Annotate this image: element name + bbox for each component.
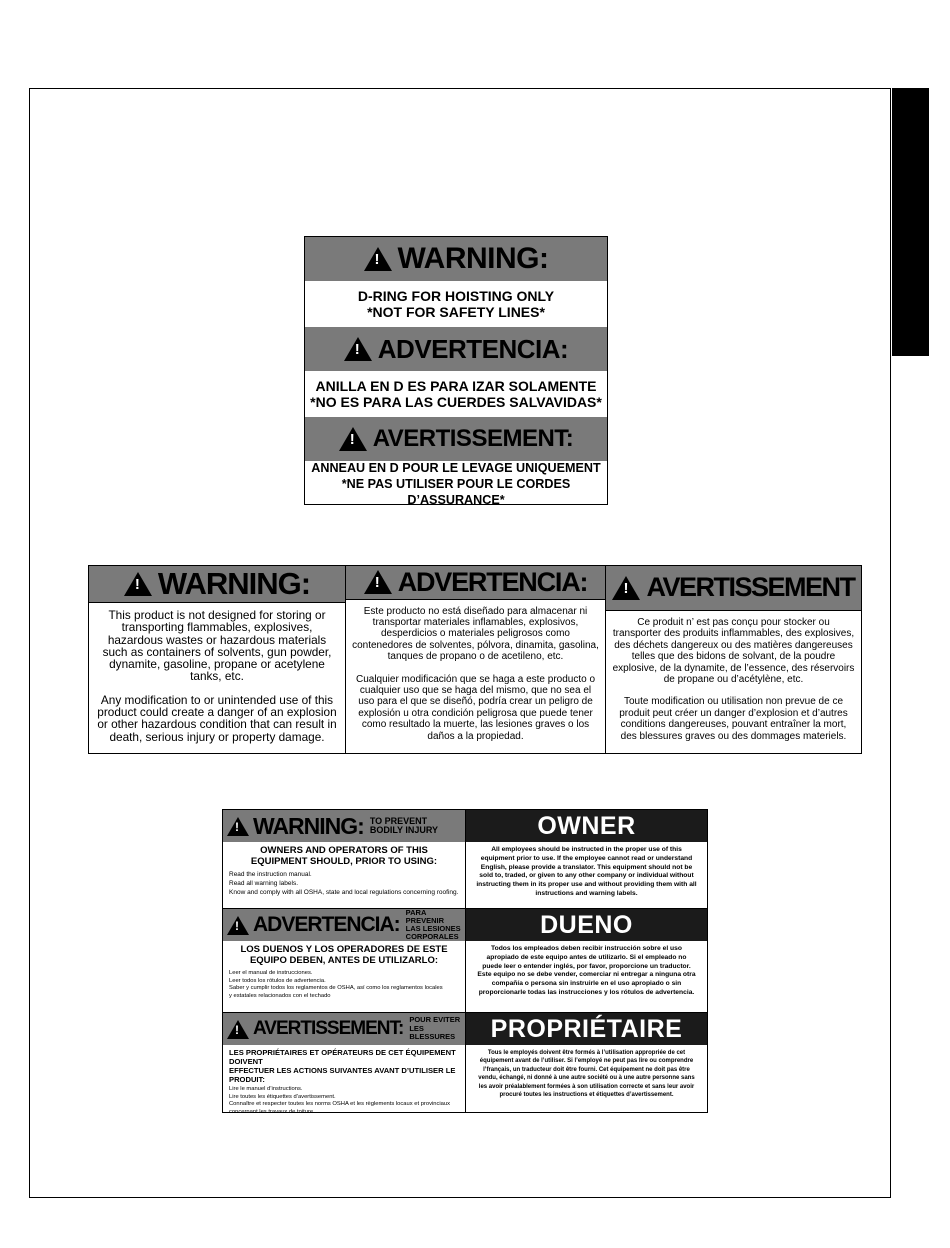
warning-line: D-RING FOR HOISTING ONLY xyxy=(357,288,555,304)
avertissement-text xyxy=(305,461,607,507)
french-text xyxy=(606,611,861,753)
french-instructions xyxy=(223,1045,465,1116)
d-ring-warning-label xyxy=(304,236,608,505)
instruction-line: Read all warning labels. xyxy=(229,879,299,887)
instructions-lead xyxy=(229,944,459,966)
avertissement-title: AVERTISSEMENT: xyxy=(372,425,574,452)
lead-line: LOS DUENOS Y LOS OPERADORES DE ESTE xyxy=(240,944,448,955)
lead-line: LES PROPRIÉTAIRES ET OPÉRATEURS DE CET ÉQUIPEMENT DOIVENT xyxy=(229,1048,456,1066)
advertencia-header xyxy=(223,909,465,941)
advertencia-header xyxy=(346,566,605,600)
instruction-line: Read the instruction manual. xyxy=(229,871,312,878)
owner-title: OWNER xyxy=(466,810,707,842)
french-column xyxy=(606,566,861,753)
french-paragraph-2: Toute modification ou utilisation non prevue de ce produit peut créer un danger d’explosion et d’autres conditions dangereuses, pouvant entraîner la mort, des blessures graves ou des dommages materiels. xyxy=(619,696,848,742)
warning-header xyxy=(89,566,345,603)
warning-title: WARNING: xyxy=(253,812,364,839)
warning-triangle-icon xyxy=(227,1020,249,1039)
note-line: TO PREVENT xyxy=(369,815,428,826)
warning-header xyxy=(223,810,465,842)
french-paragraph-1: Ce produit n’ est pas conçu pour stocker ou transporter des produits inflammables, des explosives, des déchets dangereux ou des matières dangereuses telles que des bidons de solvant, de la poudre explosive, de la dynamite, de l’essence, des réservoirs de propane ou d’acétylène, etc. xyxy=(612,616,855,685)
warning-text xyxy=(305,281,607,327)
owner-text: All employees should be instructed in the proper use of this equipment prior to use. If the employee cannot read or understand English, please provide a translator. This equipment should not be sold to, traded, or given to any other company or individual without instructing them in its proper use and without providing them with all instructions and warning labels. xyxy=(476,846,697,897)
dueno-text: Todos los empleados deben recibir instrucción sobre el uso apropiado de este equipo antes de utilizarlo. Si el empleado no puede leer o entender inglés, por favor, proporcione un traductor. Este equipo no se debe vender, comerciar ni entregar a ninguna otra compañía o persona sin instruirle en el uso apropiado o sin proporcionarle todas las instrucciones y los rótulos de advertencia. xyxy=(477,945,696,996)
warning-title: WARNING: xyxy=(157,566,311,601)
note-line: POUR EVITER xyxy=(409,1015,461,1025)
instruction-line: Know and comply with all OSHA, state and local regulations concerning roofing. xyxy=(229,888,459,896)
warning-title: WARNING: xyxy=(397,242,549,275)
note-line: LAS LESIONES xyxy=(405,924,461,933)
spanish-warning xyxy=(223,909,466,1012)
spanish-text xyxy=(346,600,605,753)
english-column xyxy=(89,566,346,753)
avertissement-note xyxy=(409,1016,465,1042)
warning-triangle-icon xyxy=(344,337,372,361)
instruction-line: Saber y cumplir todos los reglamentos de OSHA, así como los reglamentos locales xyxy=(229,985,443,992)
warning-triangle-icon xyxy=(227,916,249,935)
spanish-owner xyxy=(466,909,707,1012)
avertissement-line: ANNEAU EN D POUR LE LEVAGE UNIQUEMENT xyxy=(311,461,601,475)
instructions-lead xyxy=(229,845,459,867)
french-owner xyxy=(466,1013,707,1113)
avertissement-header xyxy=(606,566,861,611)
warning-line: *NOT FOR SAFETY LINES* xyxy=(367,304,545,320)
warning-triangle-icon xyxy=(339,427,367,451)
hazardous-materials-warning-label xyxy=(88,565,862,754)
advertencia-header xyxy=(305,327,607,371)
instruction-line: Connaître et respecter toutes les norms OSHA et les règlements locaux et provinciaux xyxy=(229,1101,451,1108)
spanish-row xyxy=(223,909,707,1012)
advertencia-note xyxy=(406,909,465,941)
note-line: CORPORALES xyxy=(405,932,459,941)
spanish-paragraph-1: Este producto no está diseñado para almacenar ni transportar materiales inflamables, explosivos, desperdicios o materiales peligrosos como contenedores de solventes, pólvora, dinamita, gasolina, tanques de propano o de acetileno, etc. xyxy=(352,605,599,663)
instruction-line: Leer el manual de instrucciones. xyxy=(229,970,313,976)
lead-line: EFFECTUER LES ACTIONS SUIVANTES AVANT D’UTILISER LE PRODUIT: xyxy=(229,1066,456,1084)
avertissement-header xyxy=(305,417,607,461)
note-line: PARA PREVENIR xyxy=(405,908,445,925)
english-warning xyxy=(223,810,466,908)
avertissement-line: *NE PAS UTILISER POUR LE CORDES D’ASSURANCE* xyxy=(341,477,571,507)
warning-triangle-icon xyxy=(227,817,249,836)
advertencia-title: ADVERTENCIA: xyxy=(377,333,569,364)
lead-line: EQUIPMENT SHOULD, PRIOR TO USING: xyxy=(250,856,438,867)
warning-triangle-icon xyxy=(124,572,152,596)
proprietaire-text: Tous le employés doivent être formés à l’utilisation appropriée de cet équipement avant de l’utiliser. Si l’employé ne peut pas lire ou comprendre l’français, un traducteur doit être fourni. Cet équipement ne doit pas être vendu, échangé, ni donné à une autre société ou à une autre personne sans les avoir préalablement formées à son utilisation correcte et sans leur avoir procuré toutes les instructions et étiquettes d’avertissement. xyxy=(478,1050,695,1099)
advertencia-line: *NO ES PARA LAS CUERDES SALVAVIDAS* xyxy=(310,394,602,410)
owner-operator-warning-label xyxy=(222,809,708,1113)
lead-line: EQUIPO DEBEN, ANTES DE UTILIZARLO: xyxy=(249,955,439,966)
spanish-column xyxy=(346,566,606,753)
spanish-paragraph-2: Cualquier modificación que se haga a este producto o cualquier uso que se haga del mismo, que no sea el uso para el que se diseñó, podría crear un peligro de explosión u otra condición peligrosa que puede tener como resultado la muerte, las lesiones graves o los daños a la propiedad. xyxy=(355,673,596,742)
advertencia-title: ADVERTENCIA: xyxy=(397,566,588,597)
warning-triangle-icon xyxy=(364,247,392,271)
english-paragraph-2: Any modification to or unintended use of this product could create a danger of an explosion or other hazardous condition that can result in death, serious injury or property damage. xyxy=(97,692,337,744)
instruction-line: y estatales relacionados con el techado xyxy=(229,992,331,999)
english-paragraph-1: This product is not designed for storing or transporting flammables, explosives, hazardous wastes or hazardous materials such as containers of solvents, gun powder, dynamite, gasoline, propane or acetylene tanks, etc. xyxy=(102,608,332,684)
english-text xyxy=(89,603,345,754)
note-line: LES BLESSURES xyxy=(409,1023,456,1042)
instructions-lead xyxy=(229,1048,459,1084)
english-row xyxy=(223,810,707,908)
warning-header xyxy=(305,237,607,281)
advertencia-line: ANILLA EN D ES PARA IZAR SOLAMENTE xyxy=(315,378,597,394)
instruction-line: Lire toutes les étiquettes d’avertissement. xyxy=(229,1093,336,1100)
english-owner xyxy=(466,810,707,908)
english-instructions xyxy=(223,842,465,897)
warning-triangle-icon xyxy=(612,576,640,600)
warning-triangle-icon xyxy=(364,570,392,594)
advertencia-title: ADVERTENCIA: xyxy=(253,913,400,936)
instruction-line: concernant les travaux de toiture xyxy=(229,1108,314,1115)
instruction-line: Lire le manuel d’instructions. xyxy=(229,1086,303,1092)
avertissement-title: AVERTISSEMENT xyxy=(646,572,855,603)
french-row xyxy=(223,1013,707,1113)
avertissement-title: AVERTISSEMENT: xyxy=(253,1018,404,1039)
proprietaire-title: PROPRIÉTAIRE xyxy=(466,1013,707,1045)
french-warning xyxy=(223,1013,466,1113)
note-line: BODILY INJURY xyxy=(369,825,439,835)
warning-note xyxy=(370,817,438,836)
instruction-line: Leer todos los rótulos de advertencia. xyxy=(229,977,326,984)
section-tab xyxy=(892,88,929,356)
dueno-title: DUENO xyxy=(466,909,707,941)
spanish-instructions xyxy=(223,941,465,1000)
advertencia-text xyxy=(305,371,607,417)
lead-line: OWNERS AND OPERATORS OF THIS xyxy=(260,845,428,856)
avertissement-header xyxy=(223,1013,465,1045)
